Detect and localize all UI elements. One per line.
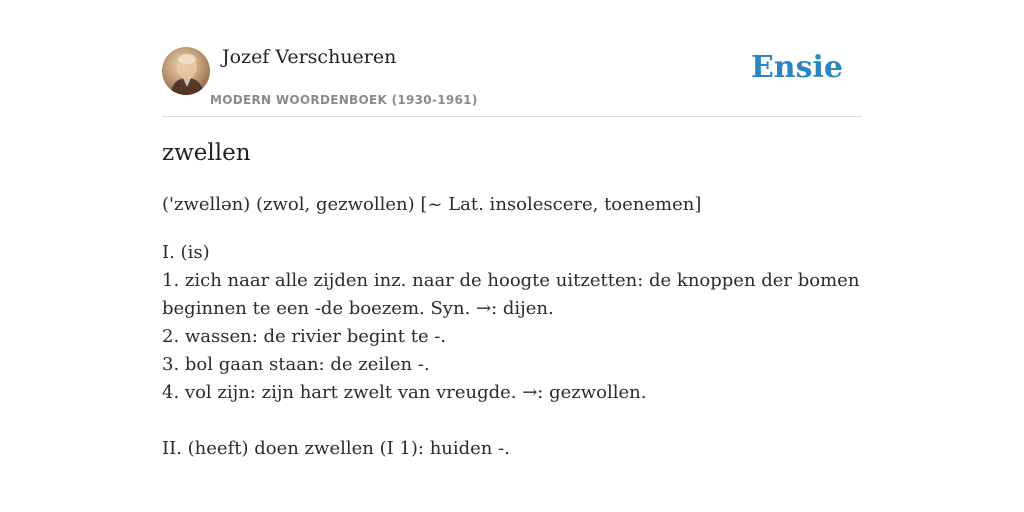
- author-avatar[interactable]: [162, 47, 210, 95]
- definition-block: [162, 239, 862, 463]
- etymology: ('zwellən) (zwol, gezwollen) [~ Lat. insolescere, toenemen]: [162, 194, 702, 215]
- headword: zwellen: [162, 140, 251, 166]
- entry-header: [162, 0, 862, 117]
- definition-line: 4. vol zijn: zijn hart zwelt van vreugde. →: gezwollen.: [162, 382, 647, 403]
- definition-line: 1. zich naar alle zijden inz. naar de hoogte uitzetten: de knoppen der bomen: [162, 270, 860, 291]
- definition-line: I. (is): [162, 242, 210, 263]
- definition-line: 3. bol gaan staan: de zeilen -.: [162, 354, 430, 375]
- ensie-logo[interactable]: Ensie: [750, 50, 843, 85]
- entry-card: [162, 0, 862, 512]
- definition-line: 2. wassen: de rivier begint te -.: [162, 326, 447, 347]
- definition-section-two: II. (heeft) doen zwellen (I 1): huiden -.: [162, 438, 510, 459]
- definition-line: beginnen te een -de boezem. Syn. →: dijen.: [162, 298, 554, 319]
- definition-spacer: [162, 407, 862, 435]
- author-portrait-icon: [162, 47, 210, 95]
- dictionary-source[interactable]: MODERN WOORDENBOEK (1930-1961): [210, 93, 478, 107]
- author-name[interactable]: Jozef Verschueren: [222, 46, 397, 68]
